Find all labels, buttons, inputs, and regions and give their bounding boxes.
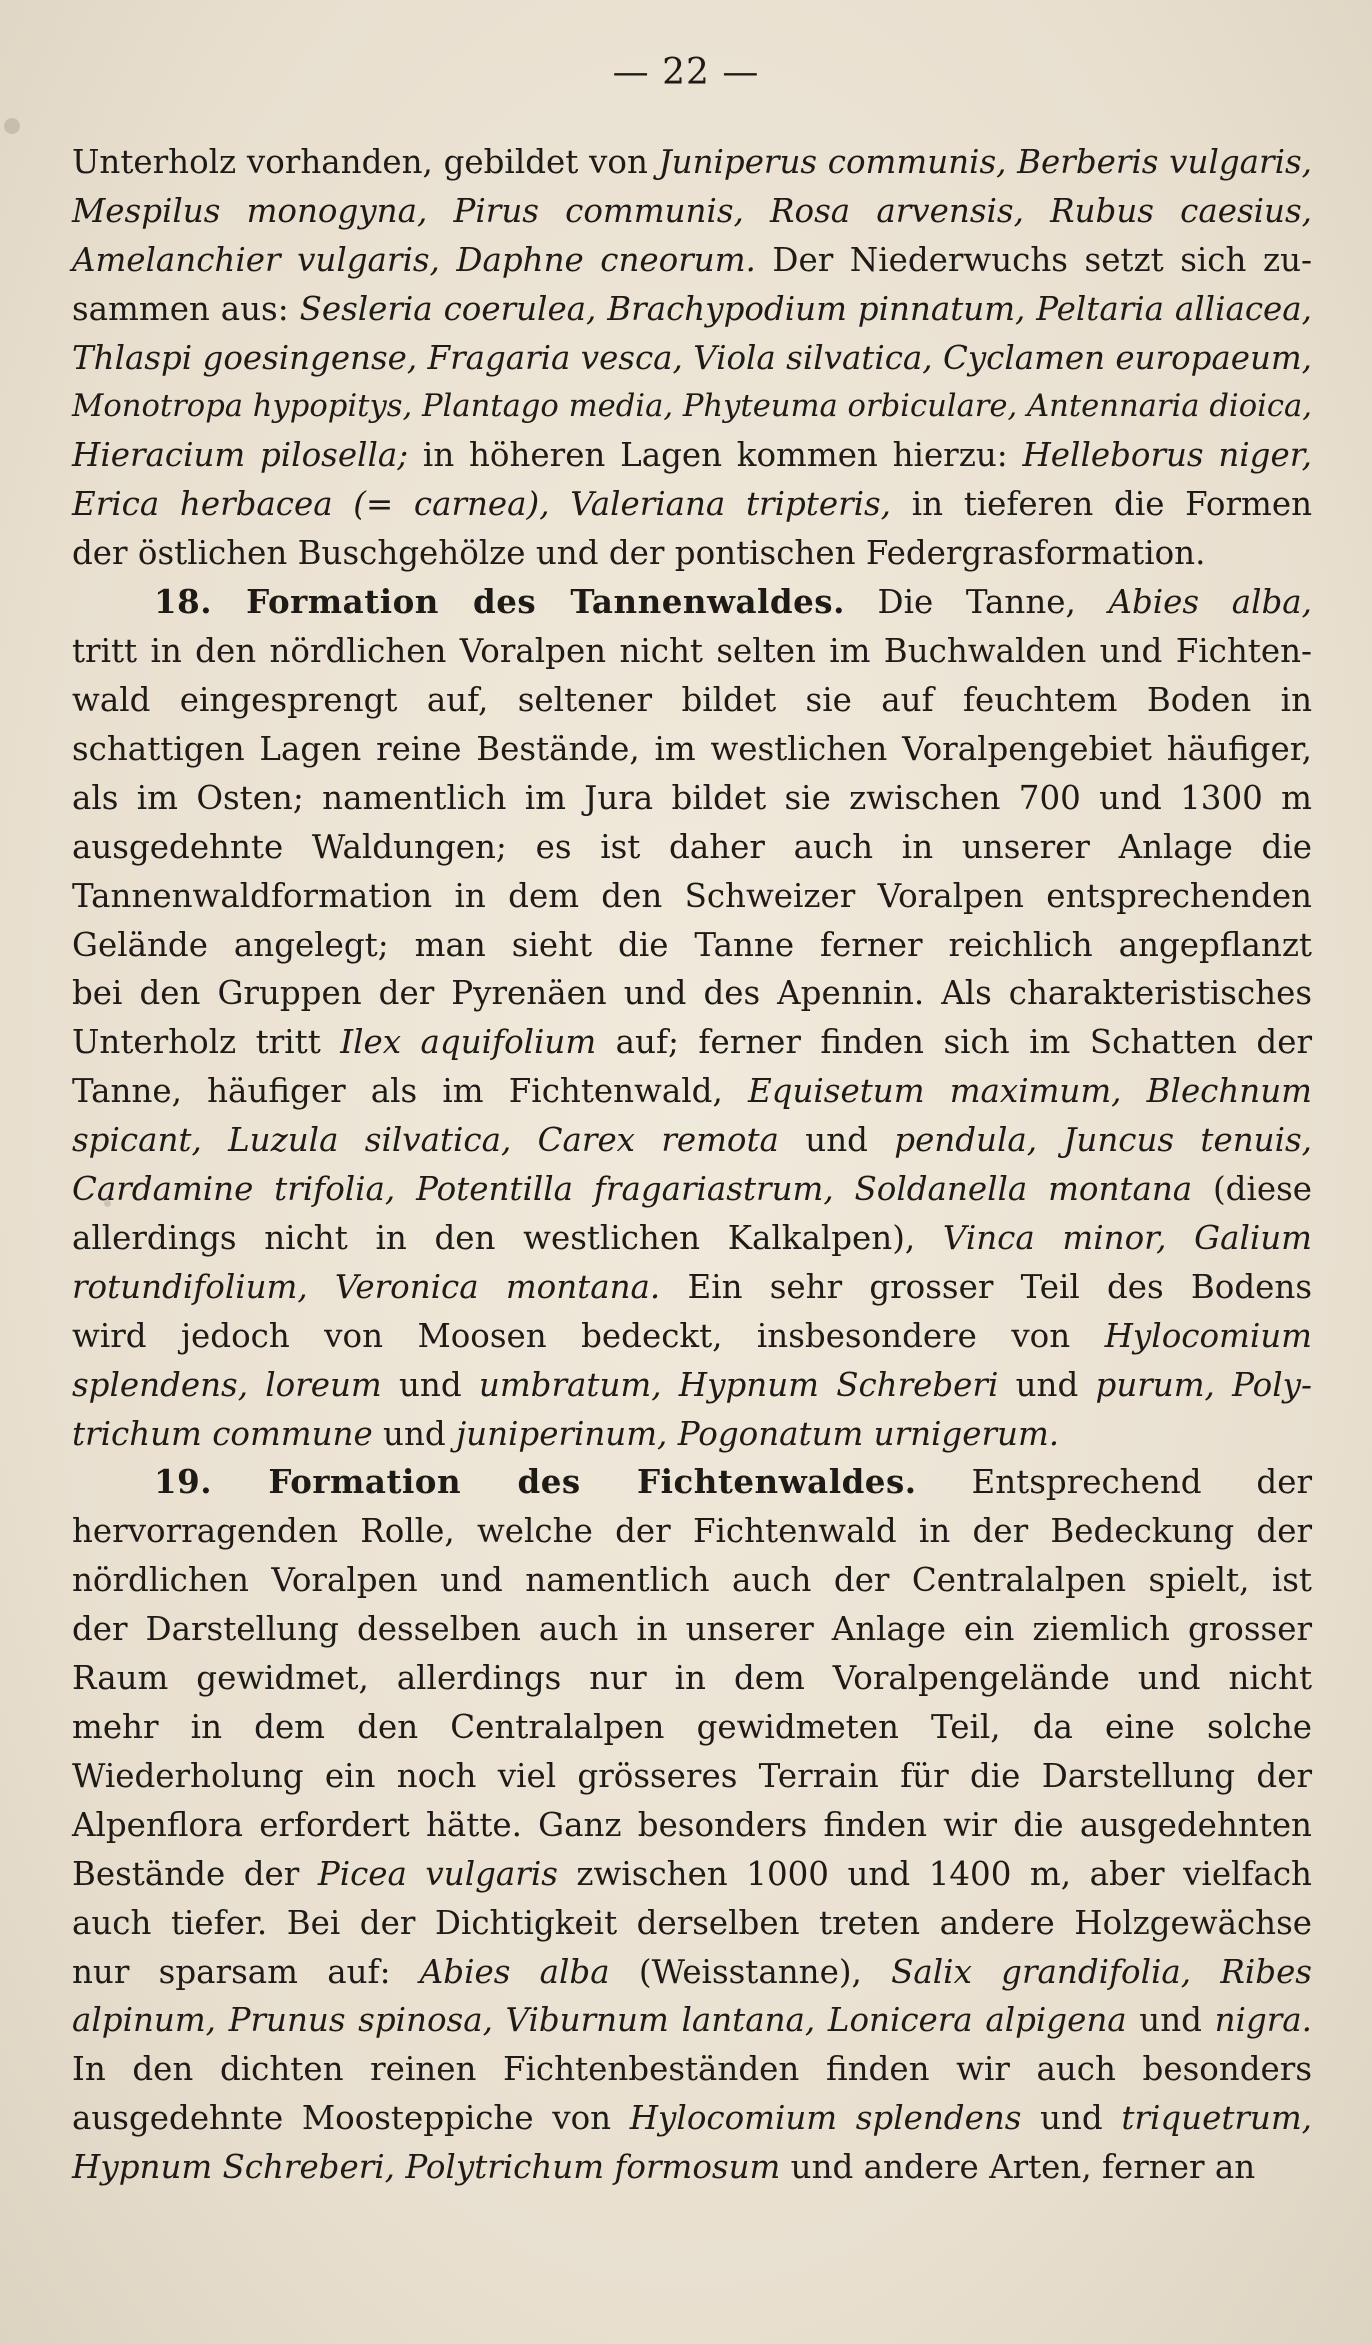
text-line — [72, 2094, 1312, 2143]
text-line — [72, 1996, 1312, 2045]
text-run: wird jedoch von Moosen bedeckt, insbesondere von — [72, 1316, 1105, 1355]
text-line — [72, 1312, 1312, 1361]
species-name: Picea vulgaris — [317, 1854, 558, 1893]
species-name: Abies alba, — [1108, 583, 1312, 622]
text-line — [72, 1556, 1312, 1605]
text-run: Bestände der — [72, 1854, 318, 1893]
species-name: Cardamine trifolia, Potentilla fragariastrum, Soldanella montana — [72, 1170, 1193, 1209]
species-name: Vinca minor, Galium — [942, 1218, 1312, 1257]
text-run: auch tiefer. Bei der Dichtigkeit derselben treten andere Holzgewächse — [72, 1903, 1312, 1942]
text-line — [72, 1018, 1312, 1067]
text-line — [72, 1605, 1312, 1654]
text-line — [72, 774, 1312, 823]
text-run: bei den Gruppen der Pyrenäen und des Apennin. Als charakteristisches — [72, 974, 1312, 1013]
species-name: triquetrum, — [1121, 2099, 1312, 2138]
text-line — [72, 1948, 1312, 1997]
text-run: Gelände angelegt; man sieht die Tanne ferner reichlich angepflanzt — [72, 925, 1312, 964]
text-line — [72, 1507, 1312, 1556]
text-run: Tannenwaldformation in dem den Schweizer Voralpen entsprechenden — [72, 876, 1312, 915]
text-line — [72, 383, 1312, 432]
text-line — [72, 1752, 1312, 1801]
species-name: Helleborus niger, — [1022, 436, 1312, 475]
paragraph — [72, 1458, 1312, 2192]
text-run: und — [998, 1365, 1096, 1404]
text-run: und andere Arten, ferner an — [780, 2148, 1256, 2187]
text-line — [72, 529, 1312, 578]
text-line — [72, 1654, 1312, 1703]
text-run: tritt in den nördlichen Voralpen nicht selten im Buchwalden und Fichten- — [72, 632, 1312, 671]
text-run: ausgedehnte Moosteppiche von — [72, 2099, 630, 2138]
text-run: wald eingesprengt auf, seltener bildet sie auf feuchtem Boden in — [72, 680, 1312, 719]
text-line — [72, 236, 1312, 285]
paper-spot — [4, 118, 20, 134]
text-line — [72, 578, 1312, 627]
text-run: Alpenflora erfordert hätte. Ganz besonders finden wir die ausgedehnten — [72, 1805, 1312, 1844]
text-run: in tieferen die Formen — [891, 485, 1313, 524]
paragraph — [72, 138, 1312, 578]
species-name: trichum commune — [72, 1414, 373, 1453]
species-name: Hylocomium — [1104, 1316, 1312, 1355]
species-name: Monotropa hypopitys, Plantago media, Phyteuma orbiculare, Antennaria dioica, — [72, 388, 1312, 424]
text-run: nördlichen Voralpen und namentlich auch der Centralalpen spielt, ist — [72, 1561, 1312, 1600]
species-name: Hypnum Schreberi, Polytrichum formosum — [72, 2148, 781, 2187]
species-name: Hylocomium splendens — [629, 2099, 1022, 2138]
text-line — [72, 187, 1312, 236]
species-name: juniperinum, Pogonatum urnigerum. — [456, 1414, 1060, 1453]
text-run: Unterholz vorhanden, gebildet von — [72, 143, 659, 181]
text-run: allerdings nicht in den westlichen Kalkalpen), — [72, 1218, 943, 1257]
text-line — [72, 921, 1312, 970]
page-number: — 22 — — [612, 52, 760, 93]
species-name: Erica herbacea (= carnea), Valeriana tripteris, — [72, 485, 892, 524]
species-name: Thlaspi goesingense, Fragaria vesca, Viola silvatica, Cyclamen europaeum, — [72, 338, 1312, 377]
text-run: (diese — [1192, 1170, 1312, 1209]
species-name: Salix grandifolia, Ribes — [891, 1952, 1312, 1991]
species-name: alpinum, Prunus spinosa, Viburnum lantana, Lonicera alpigena — [72, 2001, 1127, 2040]
text-line — [72, 2143, 1312, 2192]
text-line — [72, 334, 1312, 383]
text-run: Der Niederwuchs setzt sich zu- — [755, 240, 1313, 279]
species-name: Hieracium pilosella; — [72, 436, 409, 475]
paragraph — [72, 578, 1312, 1458]
text-line — [72, 1458, 1312, 1507]
text-run: ausgedehnte Waldungen; es ist daher auch in unserer Anlage die — [72, 827, 1312, 866]
section-heading: 18. Formation des Tannenwaldes. — [154, 582, 845, 622]
text-line — [72, 627, 1312, 676]
text-line — [72, 480, 1312, 529]
species-name: rotundifolium, Veronica montana. — [72, 1267, 661, 1306]
species-name: nigra. — [1214, 2001, 1312, 2040]
text-line — [72, 969, 1312, 1018]
species-name: Equisetum maximum, Blechnum — [747, 1072, 1312, 1111]
text-line — [72, 676, 1312, 725]
text-run: Unterholz tritt — [72, 1023, 341, 1062]
text-line — [72, 285, 1312, 334]
species-name: Abies alba — [419, 1952, 610, 1991]
text-run: nur sparsam auf: — [72, 1952, 420, 1991]
text-run: sammen aus: — [72, 289, 300, 328]
text-run: hervorragenden Rolle, welche der Fichtenwald in der Bedeckung der — [72, 1512, 1312, 1551]
text-run: auf; ferner finden sich im Schatten der — [596, 1023, 1312, 1062]
text-run: und — [1021, 2099, 1122, 2138]
text-run: und — [778, 1121, 895, 1160]
text-line — [72, 1361, 1312, 1410]
text-run: Die Tanne, — [844, 583, 1109, 622]
species-name: Juniperus communis, Berberis vulgaris, — [658, 143, 1312, 181]
text-run: und — [372, 1414, 457, 1453]
text-line — [72, 1165, 1312, 1214]
species-name: Mespilus monogyna, Pirus communis, Rosa arvensis, Rubus caesius, — [72, 191, 1312, 230]
species-name: Sesleria coerulea, Brachypodium pinnatum, Peltaria alliacea, — [299, 289, 1312, 328]
species-name: umbratum, Hypnum Schreberi — [478, 1365, 999, 1404]
text-line — [72, 1067, 1312, 1116]
text-line — [72, 2045, 1312, 2094]
text-line — [72, 138, 1312, 187]
text-run: Wiederholung ein noch viel grösseres Terrain für die Darstellung der — [72, 1756, 1312, 1795]
text-line — [72, 431, 1312, 480]
text-run: mehr in dem den Centralalpen gewidmeten Teil, da eine solche — [72, 1708, 1312, 1746]
species-name: Ilex aquifolium — [340, 1023, 597, 1062]
text-run: der östlichen Buschgehölze und der pontischen Federgrasformation. — [72, 534, 1206, 573]
text-run: Ein sehr grosser Teil des Bodens — [660, 1267, 1313, 1306]
text-line — [72, 1703, 1312, 1752]
text-line — [72, 1850, 1312, 1899]
text-run: schattigen Lagen reine Bestände, im westlichen Voralpengebiet häufiger, — [72, 729, 1312, 768]
text-line — [72, 725, 1312, 774]
text-line — [72, 1214, 1312, 1263]
text-run: Tanne, häufiger als im Fichtenwald, — [72, 1072, 748, 1111]
text-line — [72, 823, 1312, 872]
text-run: In den dichten reinen Fichtenbeständen finden wir auch besonders — [72, 2050, 1312, 2089]
text-run: in höheren Lagen kommen hierzu: — [408, 436, 1023, 475]
species-name: Amelanchier vulgaris, Daphne cneorum. — [72, 240, 756, 279]
text-run: der Darstellung desselben auch in unserer Anlage ein ziemlich grosser — [72, 1610, 1312, 1649]
text-line — [72, 1899, 1312, 1948]
species-name: purum, Poly- — [1095, 1365, 1312, 1404]
text-run: zwischen 1000 und 1400 m, aber vielfach — [557, 1854, 1312, 1893]
text-line — [72, 1801, 1312, 1850]
text-run: Raum gewidmet, allerdings nur in dem Voralpengelände und nicht — [72, 1659, 1312, 1698]
text-run: und — [1126, 2001, 1215, 2040]
species-name: pendula, Juncus tenuis, — [894, 1121, 1312, 1160]
body-text — [72, 138, 1312, 2192]
species-name: spicant, Luzula silvatica, Carex remota — [72, 1121, 779, 1160]
text-line — [72, 1116, 1312, 1165]
text-line — [72, 1410, 1312, 1459]
text-run: und — [381, 1365, 479, 1404]
text-run: (Weisstanne), — [609, 1952, 892, 1991]
text-line — [72, 872, 1312, 921]
text-line — [72, 1263, 1312, 1312]
text-run: Entsprechend der — [916, 1463, 1312, 1502]
text-run: als im Osten; namentlich im Jura bildet sie zwischen 700 und 1300 m — [72, 778, 1312, 817]
section-heading: 19. Formation des Fichtenwaldes. — [154, 1462, 917, 1502]
species-name: splendens, loreum — [72, 1365, 382, 1404]
